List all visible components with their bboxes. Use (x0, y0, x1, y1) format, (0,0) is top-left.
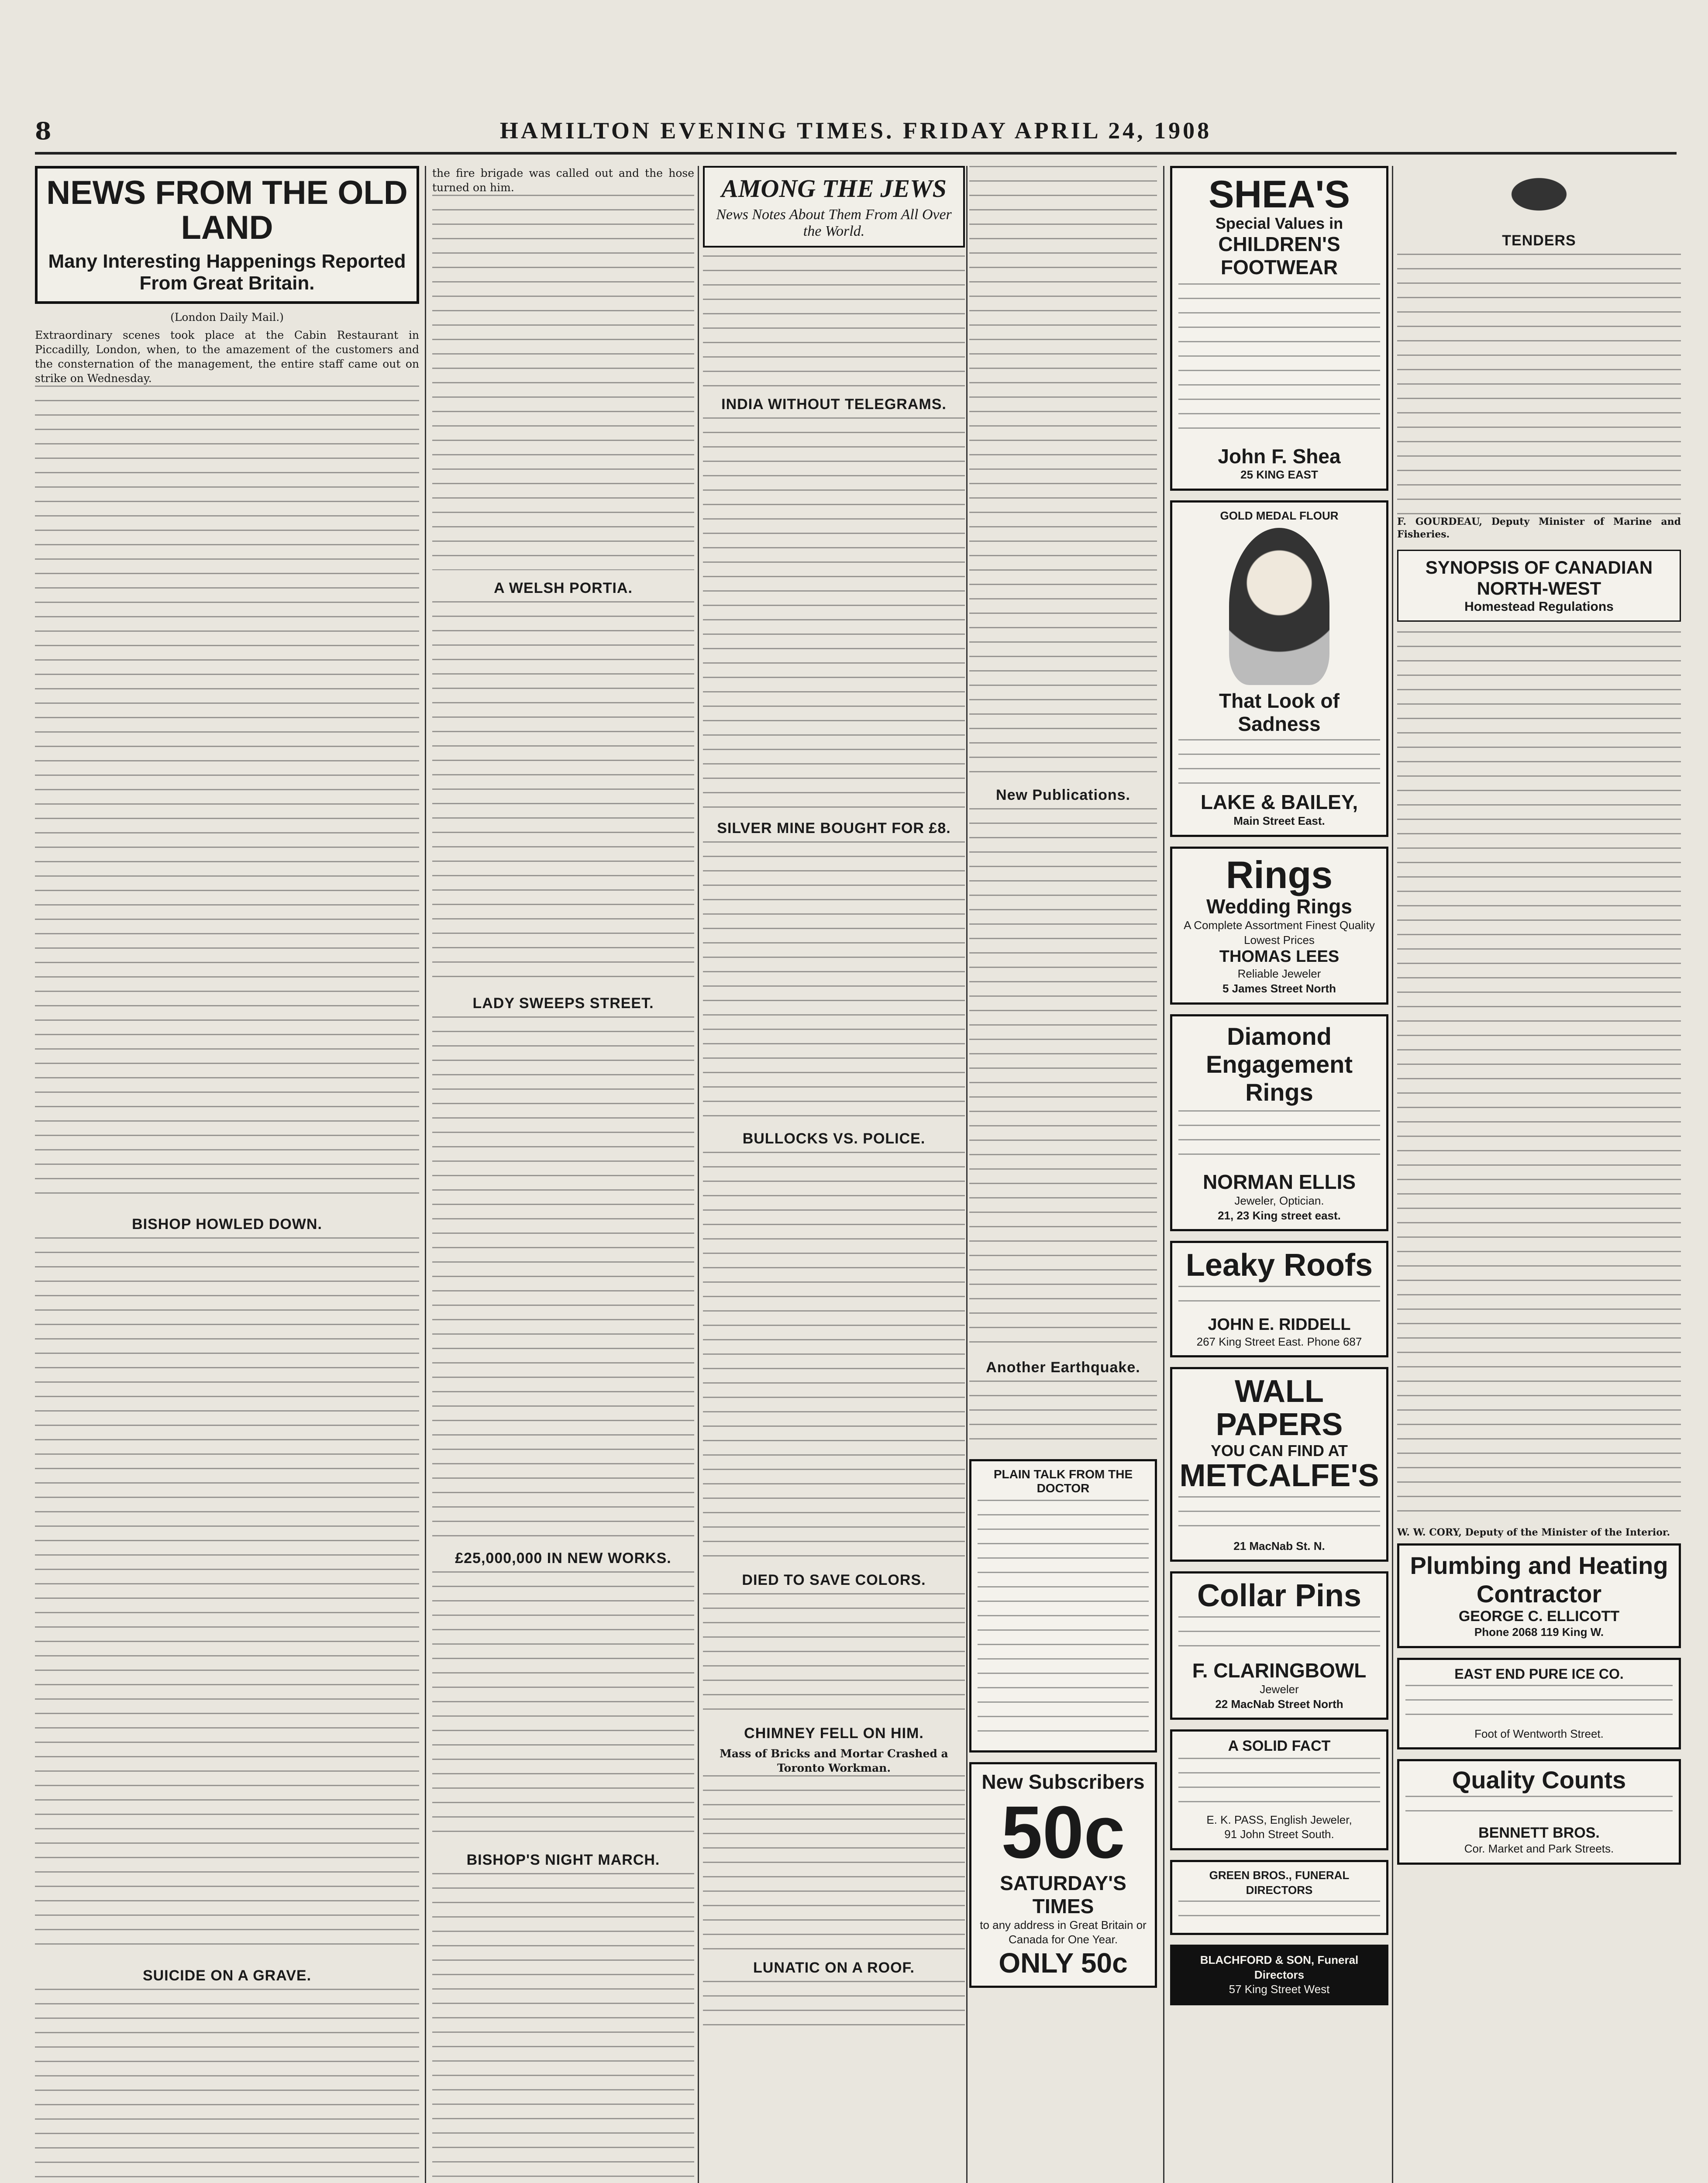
article-body (703, 255, 965, 386)
ad-title: Rings (1226, 853, 1333, 896)
ad-address: 21, 23 King street east. (1218, 1209, 1341, 1222)
column-4 (969, 166, 1157, 2183)
article-headline: CHIMNEY FELL ON HIM. (744, 1725, 924, 1742)
ad-line: to any address in Great Britain or Canada for One Year. (980, 1918, 1147, 1946)
article-body (703, 841, 965, 1121)
ad-body (1178, 1616, 1380, 1656)
ad-address: 267 King Street East. Phone 687 (1196, 1335, 1362, 1348)
ad-address: 22 MacNab Street North (1215, 1697, 1343, 1711)
rings-ad (1170, 847, 1388, 1005)
article-headline: Another Earthquake. (986, 1359, 1140, 1376)
ad-role: Reliable Jeweler (1237, 967, 1321, 981)
ad-name: JOHN E. RIDDELL (1208, 1315, 1351, 1334)
feature-title: NEWS FROM THE OLD LAND (46, 174, 408, 246)
ad-name: LAKE & BAILEY, (1200, 790, 1358, 813)
ad-address: Main Street East. (1233, 814, 1325, 827)
plumbing-ad (1397, 1543, 1681, 1648)
ad-line: That Look of Sadness (1219, 689, 1340, 735)
article-headline: BISHOP'S NIGHT MARCH. (466, 1852, 660, 1868)
article-body (432, 1016, 694, 1540)
ad-address: Foot of Wentworth Street. (1474, 1727, 1604, 1740)
article-headline: £25,000,000 IN NEW WORKS. (455, 1550, 671, 1567)
shea-ad (1170, 166, 1388, 491)
ad-role: Jeweler (1260, 1682, 1299, 1696)
ad-address: 5 James Street North (1222, 981, 1336, 995)
ad-name: BENNETT BROS. (1478, 1825, 1600, 1842)
article-body (969, 1381, 1157, 1450)
ad-name: SHEA'S (1208, 172, 1350, 216)
column-rule (1392, 166, 1393, 2183)
ad-line: Special Values in (1215, 214, 1343, 233)
article-headline: BULLOCKS VS. POLICE. (742, 1130, 926, 1147)
green-bros-ad (1170, 1860, 1388, 1935)
ad-body (1405, 1796, 1673, 1822)
ad-title: A SOLID FACT (1228, 1738, 1331, 1755)
ad-price: 50c (1001, 1791, 1125, 1874)
column-1 (35, 166, 419, 2183)
ad-body (1178, 739, 1380, 787)
ad-title: EAST END PURE ICE CO. (1454, 1666, 1624, 1682)
ad-address: 21 MacNab St. N. (1233, 1539, 1325, 1553)
synopsis-box (1397, 550, 1681, 622)
masthead: HAMILTON EVENING TIMES. FRIDAY APRIL 24, 1908 (499, 117, 1212, 144)
quality-ad (1397, 1759, 1681, 1865)
cory-signature: W. W. CORY, Deputy of the Minister of the Interior. (1397, 1527, 1670, 1539)
column-rule (698, 166, 699, 2183)
ad-address: 57 King Street West (1229, 1983, 1330, 1996)
roofs-ad (1170, 1241, 1388, 1357)
ad-role: Jeweler, Optician. (1234, 1194, 1324, 1207)
ad-owner: John F. Shea (1218, 444, 1341, 468)
page-number: 8 (35, 117, 52, 145)
article-headline: New Publications. (996, 787, 1130, 803)
ad-body (1405, 1685, 1673, 1724)
ad-detail: A Complete Assortment Finest Quality Lowest Prices (1184, 918, 1375, 947)
section-headline: TENDERS (1502, 232, 1576, 249)
tender-signature: F. GOURDEAU, Deputy Minister of Marine and Fisheries. (1397, 516, 1681, 541)
article-body (703, 1775, 965, 1950)
article-body (1397, 631, 1681, 1522)
article-headline: SUICIDE ON A GRAVE. (142, 1967, 312, 1984)
article-body (969, 166, 1157, 777)
ad-title: Quality Counts (1452, 1766, 1626, 1794)
ad-name: E. K. PASS, English Jeweler, (1206, 1813, 1352, 1826)
ad-sub: Homestead Regulations (1464, 599, 1614, 614)
ad-sub: YOU CAN FIND AT (1211, 1441, 1348, 1460)
ad-title: Leaky Roofs (1185, 1248, 1373, 1283)
column-rule (1163, 166, 1164, 2183)
article-body (703, 417, 965, 810)
feature-heading-box (35, 166, 419, 304)
ad-address: 25 KING EAST (1240, 468, 1318, 482)
article-headline: BISHOP HOWLED DOWN. (132, 1215, 322, 1233)
ad-title: BLACHFORD & SON, Funeral Directors (1200, 1953, 1359, 1981)
column-3 (703, 166, 965, 2183)
feature-subtitle: Many Interesting Happenings Reported From Great Britain. (48, 250, 406, 294)
ad-title: Collar Pins (1197, 1578, 1362, 1614)
ad-name: F. CLARINGBOWL (1192, 1659, 1367, 1682)
ad-kind: CHILDREN'S FOOTWEAR (1218, 232, 1340, 279)
wallpapers-ad (1170, 1367, 1388, 1562)
among-the-jews-box (703, 166, 965, 248)
collar-pins-ad (1170, 1571, 1388, 1720)
plain-talk-ad (969, 1459, 1157, 1753)
article-body (432, 195, 694, 570)
article-body (703, 1152, 965, 1562)
ad-title: WALL PAPERS (1216, 1374, 1343, 1442)
column-6 (1397, 166, 1681, 2183)
ad-body (978, 1500, 1149, 1744)
column-2 (432, 166, 694, 2183)
column-rule (425, 166, 426, 2183)
ad-address: 91 John Street South. (1224, 1828, 1334, 1841)
ad-line: ONLY 50c (999, 1947, 1128, 1979)
ad-sub: Wedding Rings (1206, 895, 1352, 918)
ad-body (1178, 1758, 1380, 1810)
article-headline: INDIA WITHOUT TELEGRAMS. (721, 396, 947, 413)
ad-body (1178, 1496, 1380, 1536)
ad-address: Cor. Market and Park Streets. (1464, 1842, 1614, 1856)
article-headline: SILVER MINE BOUGHT FOR £8. (717, 820, 951, 837)
ad-title: GREEN BROS., FUNERAL DIRECTORS (1209, 1869, 1350, 1897)
solid-fact-ad (1170, 1729, 1388, 1850)
ad-name: METCALFE'S (1179, 1458, 1379, 1493)
ad-title: Diamond Engagement Rings (1205, 1022, 1353, 1106)
article-headline: LUNATIC ON A ROOF. (753, 1959, 915, 1976)
ad-line: New Subscribers (981, 1770, 1145, 1794)
article-body (35, 1989, 419, 2183)
article-body (432, 601, 694, 985)
ad-title: Plumbing and Heating Contractor (1410, 1552, 1668, 1608)
article-body (35, 1237, 419, 1958)
ad-name: GEORGE C. ELLICOTT (1458, 1608, 1620, 1625)
article-intro: Extraordinary scenes took place at the Cabin Restaurant in Piccadilly, London, when, to the amazement of the customers and the consternation of the management, the entire staff came out on strike on Wednesday. (35, 328, 419, 385)
ad-body (1178, 283, 1380, 441)
flour-ad (1170, 500, 1388, 837)
feature-title: AMONG THE JEWS (721, 174, 947, 203)
ad-body (1178, 1286, 1380, 1312)
woman-portrait-illustration (1229, 528, 1329, 685)
article-headline: A WELSH PORTIA. (494, 580, 633, 596)
ad-body (1178, 1110, 1380, 1167)
ice-ad (1397, 1658, 1681, 1750)
feature-subtitle: News Notes About Them From All Over the World. (716, 207, 952, 239)
ad-name: NORMAN ELLIS (1202, 1170, 1356, 1193)
article-subhead: Mass of Bricks and Mortar Crashed a Toronto Workman. (720, 1747, 948, 1774)
ad-title: PLAIN TALK FROM THE DOCTOR (993, 1467, 1133, 1495)
diamond-ad (1170, 1014, 1388, 1232)
ad-line: SATURDAY'S TIMES (1000, 1871, 1126, 1918)
article-body (35, 386, 419, 1206)
article-headline: LADY SWEEPS STREET. (472, 995, 654, 1012)
article-body (969, 808, 1157, 1350)
crest-emblem (1491, 166, 1587, 223)
subscribers-ad (969, 1762, 1157, 1987)
ad-body (1178, 1901, 1380, 1927)
article-body (432, 1873, 694, 2183)
article-body (703, 1593, 965, 1715)
article-body (1397, 254, 1681, 516)
column-5-ads (1170, 166, 1388, 2183)
ad-name: THOMAS LEES (1219, 947, 1340, 966)
article-body (432, 1571, 694, 1842)
article-headline: DIED TO SAVE COLORS. (742, 1572, 926, 1588)
flour-badge: GOLD MEDAL FLOUR (1220, 509, 1339, 523)
article-body (703, 1981, 965, 2033)
column-rule (966, 166, 968, 2183)
page-header (35, 117, 1677, 155)
article-continued: the fire brigade was called out and the hose turned on him. (432, 167, 694, 194)
blachford-ad (1170, 1945, 1388, 2005)
ad-title: SYNOPSIS OF CANADIAN NORTH-WEST (1425, 557, 1653, 599)
ad-phone: Phone 2068 119 King W. (1474, 1625, 1604, 1639)
source-line: (London Daily Mail.) (170, 310, 284, 324)
